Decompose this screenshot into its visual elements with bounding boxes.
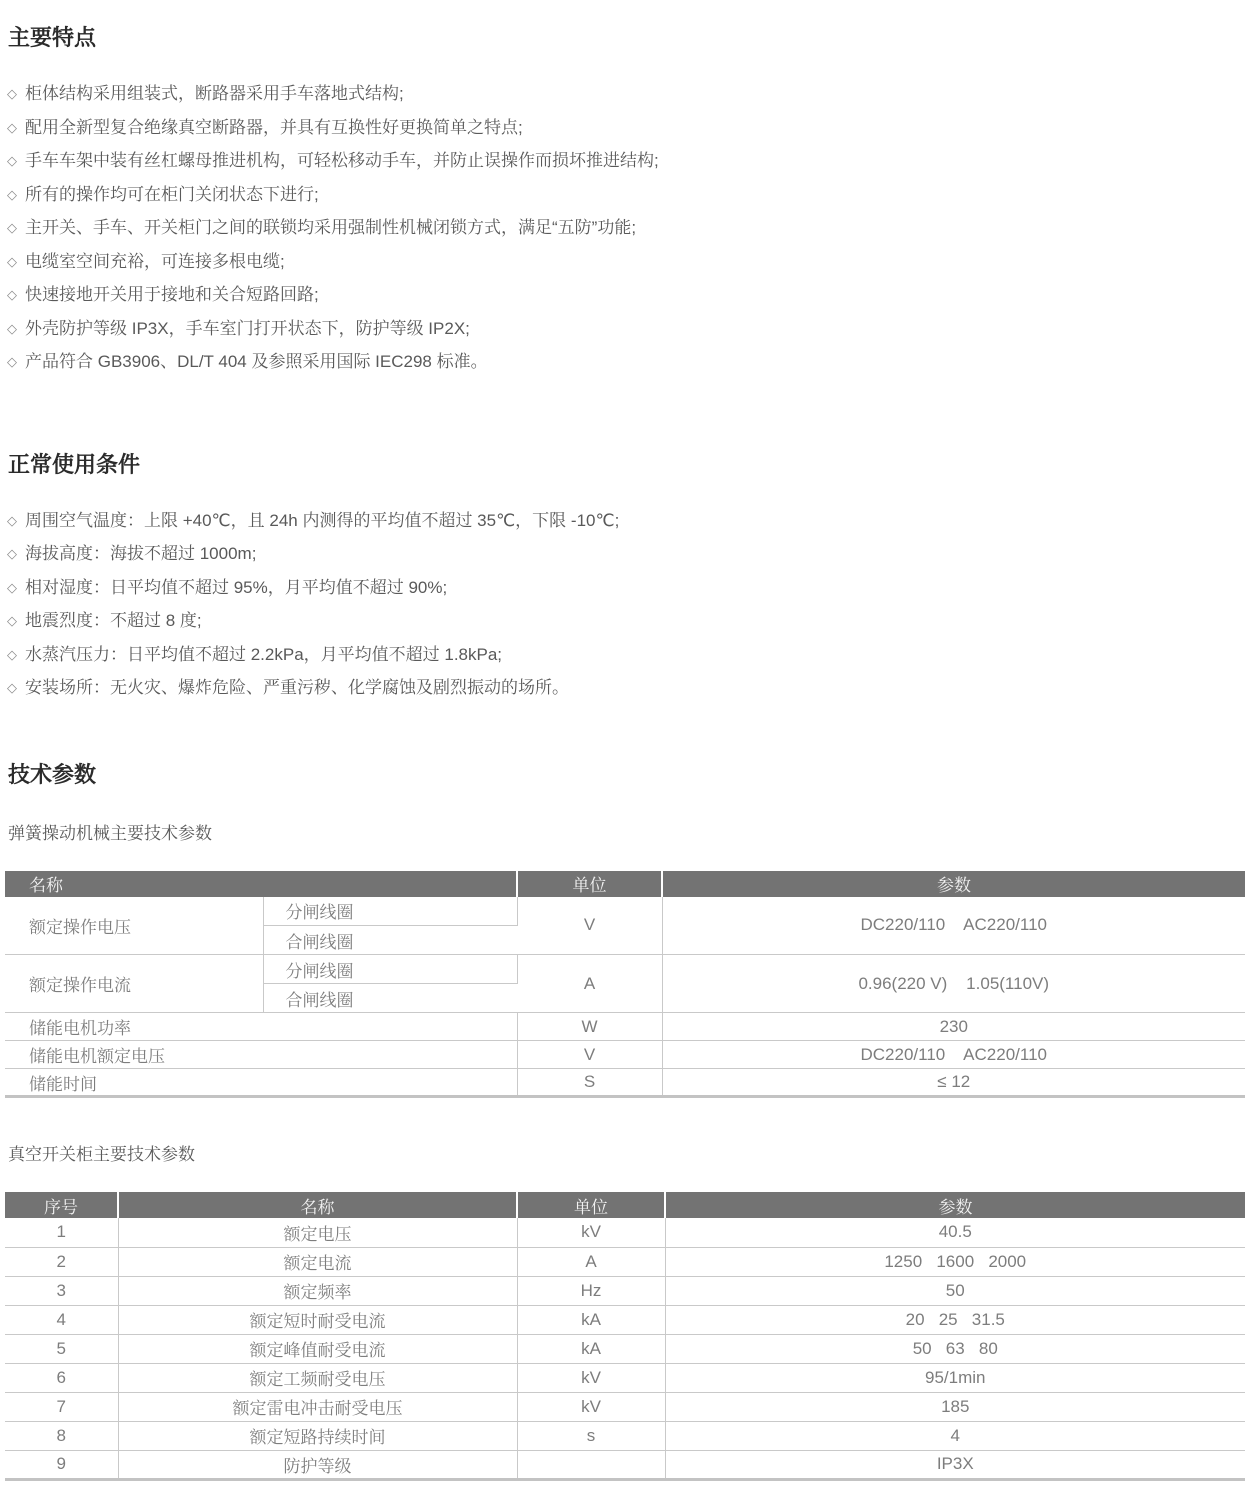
diamond-bullet-icon: ◇ (7, 253, 17, 269)
cell-unit: kV (517, 1392, 665, 1421)
diamond-bullet-icon: ◇ (7, 646, 17, 662)
table-row (5, 1041, 1245, 1069)
table-header-row (5, 1192, 1245, 1218)
cell-param: 95/1min (665, 1363, 1245, 1392)
cell-param: 50 (665, 1276, 1245, 1305)
condition-text: 周围空气温度：上限 +40℃，且 24h 内测得的平均值不超过 35℃，下限 -10℃; (25, 510, 620, 530)
feature-text: 产品符合 GB3906、DL/T 404 及参照采用国际 IEC298 标准。 (25, 352, 488, 371)
cell-no: 7 (5, 1392, 118, 1421)
feature-item (5, 144, 1245, 178)
condition-text: 地震烈度：不超过 8 度; (25, 611, 202, 630)
cell-name: 额定工频耐受电压 (118, 1363, 517, 1392)
condition-item (5, 671, 1245, 705)
features-title: 主要特点 (8, 25, 97, 50)
cell-unit: s (517, 1421, 665, 1450)
cell-unit: kV (517, 1363, 665, 1392)
diamond-bullet-icon: ◇ (7, 579, 17, 595)
cell-no: 1 (5, 1218, 118, 1247)
table-row (5, 1450, 1245, 1479)
diamond-bullet-icon: ◇ (7, 220, 17, 235)
feature-text: 配用全新型复合绝缘真空断路器，并具有互换性好更换简单之特点; (25, 117, 523, 137)
table-row (5, 1276, 1245, 1305)
cell-unit: S (517, 1069, 662, 1097)
diamond-bullet-icon: ◇ (7, 287, 17, 302)
diamond-bullet-icon: ◇ (7, 512, 17, 528)
diamond-bullet-icon: ◇ (7, 119, 17, 135)
diamond-bullet-icon: ◇ (7, 680, 17, 695)
feature-item (5, 278, 1245, 312)
condition-item (5, 638, 1245, 672)
cell-name: 额定雷电冲击耐受电压 (118, 1392, 517, 1421)
cell-param: 1250 1600 2000 (665, 1247, 1245, 1276)
cell-param: IP3X (936, 1454, 974, 1473)
cell-no: 2 (5, 1247, 118, 1276)
cell-unit: A (517, 955, 662, 1013)
table-row (5, 1363, 1245, 1392)
cell-no: 6 (5, 1363, 118, 1392)
vacuum-table-caption: 真空开关柜主要技术参数 (8, 1145, 195, 1164)
conditions-list (5, 504, 1245, 705)
cell-unit: A (517, 1247, 665, 1276)
cell-unit (517, 1450, 665, 1479)
cell-name: 额定短路持续时间 (118, 1421, 517, 1450)
condition-text: 水蒸汽压力：日平均值不超过 2.2kPa，月平均值不超过 1.8kPa; (25, 644, 503, 664)
header-cell-param: 参数 (662, 871, 1245, 897)
cell-unit: kA (517, 1334, 665, 1363)
feature-item (5, 111, 1245, 145)
cell-param: DC220/110 AC220/110 (662, 897, 1245, 955)
diamond-bullet-icon: ◇ (7, 86, 17, 101)
feature-text: 手车车架中装有丝杠螺母推进机构，可轻松移动手车，并防止误操作而损坏推进结构; (25, 151, 659, 170)
cell-name: 储能电机额定电压 (5, 1041, 517, 1069)
cell-unit: W (517, 1013, 662, 1041)
cell-name: 储能电机功率 (5, 1013, 517, 1041)
cell-param: ≤ 12 (937, 1072, 971, 1091)
tech-title: 技术参数 (8, 761, 97, 787)
table-row (5, 1218, 1245, 1247)
conditions-title: 正常使用条件 (8, 451, 141, 477)
cell-no: 5 (5, 1334, 118, 1363)
cell-name: 额定峰值耐受电流 (118, 1334, 517, 1363)
cell-name: 额定短时耐受电流 (118, 1305, 517, 1334)
cell-name: 额定电压 (118, 1218, 517, 1247)
features-list (5, 77, 1245, 379)
table-row (5, 1421, 1245, 1450)
diamond-bullet-icon: ◇ (7, 186, 17, 202)
table-row (5, 1013, 1245, 1041)
spring-table-caption: 弹簧操动机械主要技术参数 (8, 823, 212, 843)
cell-subname: 合闸线圈 (263, 926, 517, 955)
feature-text: 主开关、手车、开关柜门之间的联锁均采用强制性机械闭锁方式，满足“五防”功能; (25, 218, 637, 237)
cell-no: 9 (5, 1450, 118, 1479)
cell-subname: 分闸线圈 (263, 955, 517, 984)
diamond-bullet-icon: ◇ (7, 153, 17, 168)
diamond-bullet-icon: ◇ (7, 320, 17, 336)
section-conditions (5, 451, 1245, 705)
cell-unit: kA (517, 1305, 665, 1334)
condition-text: 安装场所：无火灾、爆炸危险、严重污秽、化学腐蚀及剧烈振动的场所。 (25, 678, 569, 697)
header-cell-name: 名称 (118, 1192, 517, 1218)
section-features (5, 24, 1245, 379)
table-header-row (5, 871, 1245, 897)
header-cell-name: 名称 (5, 871, 517, 897)
condition-item (5, 504, 1245, 538)
vacuum-params-table (5, 1192, 1245, 1481)
table-row (5, 1305, 1245, 1334)
table-row (5, 1392, 1245, 1421)
table-row (5, 1247, 1245, 1276)
cell-name: 防护等级 (118, 1450, 517, 1479)
table-row (5, 897, 1245, 926)
condition-item (5, 571, 1245, 605)
feature-item (5, 312, 1245, 346)
table-row (5, 955, 1245, 984)
cell-param: 185 (665, 1392, 1245, 1421)
table-row (5, 1334, 1245, 1363)
feature-text: 所有的操作均可在柜门关闭状态下进行; (25, 184, 319, 204)
feature-text: 外壳防护等级 IP3X，手车室门打开状态下，防护等级 IP2X; (25, 318, 470, 338)
section-tech-params (5, 761, 1245, 1481)
condition-item (5, 537, 1245, 571)
cell-name: 额定操作电压 (5, 897, 263, 955)
cell-param: 20 25 31.5 (665, 1305, 1245, 1334)
feature-text: 电缆室空间充裕，可连接多根电缆; (25, 251, 285, 271)
feature-item (5, 178, 1245, 212)
feature-text: 柜体结构采用组装式，断路器采用手车落地式结构; (25, 84, 404, 103)
diamond-bullet-icon: ◇ (7, 546, 17, 561)
feature-item (5, 211, 1245, 245)
spring-params-table (5, 871, 1245, 1099)
diamond-bullet-icon: ◇ (7, 354, 17, 369)
cell-no: 4 (5, 1305, 118, 1334)
feature-text: 快速接地开关用于接地和关合短路回路; (25, 285, 319, 304)
feature-item (5, 345, 1245, 379)
cell-param: 230 (662, 1013, 1245, 1041)
header-cell-unit: 单位 (517, 871, 662, 897)
cell-unit: V (517, 897, 662, 955)
condition-item (5, 604, 1245, 638)
feature-item (5, 77, 1245, 111)
cell-subname: 合闸线圈 (263, 984, 517, 1013)
table-row (5, 1069, 1245, 1097)
cell-no: 3 (5, 1276, 118, 1305)
cell-param: DC220/110 AC220/110 (662, 1041, 1245, 1069)
condition-text: 相对湿度：日平均值不超过 95%，月平均值不超过 90%; (25, 577, 448, 597)
cell-subname: 分闸线圈 (263, 897, 517, 926)
feature-item (5, 245, 1245, 279)
cell-unit: kV (517, 1218, 665, 1247)
cell-param: 4 (665, 1421, 1245, 1450)
header-cell-no: 序号 (5, 1192, 118, 1218)
cell-unit: Hz (517, 1276, 665, 1305)
cell-name: 储能时间 (5, 1069, 517, 1097)
cell-name: 额定操作电流 (5, 955, 263, 1013)
condition-text: 海拔高度：海拔不超过 1000m; (25, 544, 257, 563)
cell-param: 50 63 80 (665, 1334, 1245, 1363)
cell-no: 8 (5, 1421, 118, 1450)
cell-unit: V (517, 1041, 662, 1069)
header-cell-param: 参数 (665, 1192, 1245, 1218)
cell-param: 40.5 (665, 1218, 1245, 1247)
cell-name: 额定频率 (118, 1276, 517, 1305)
diamond-bullet-icon: ◇ (7, 613, 17, 628)
cell-param: 0.96(220 V) 1.05(110V) (662, 955, 1245, 1013)
header-cell-unit: 单位 (517, 1192, 665, 1218)
cell-name: 额定电流 (118, 1247, 517, 1276)
